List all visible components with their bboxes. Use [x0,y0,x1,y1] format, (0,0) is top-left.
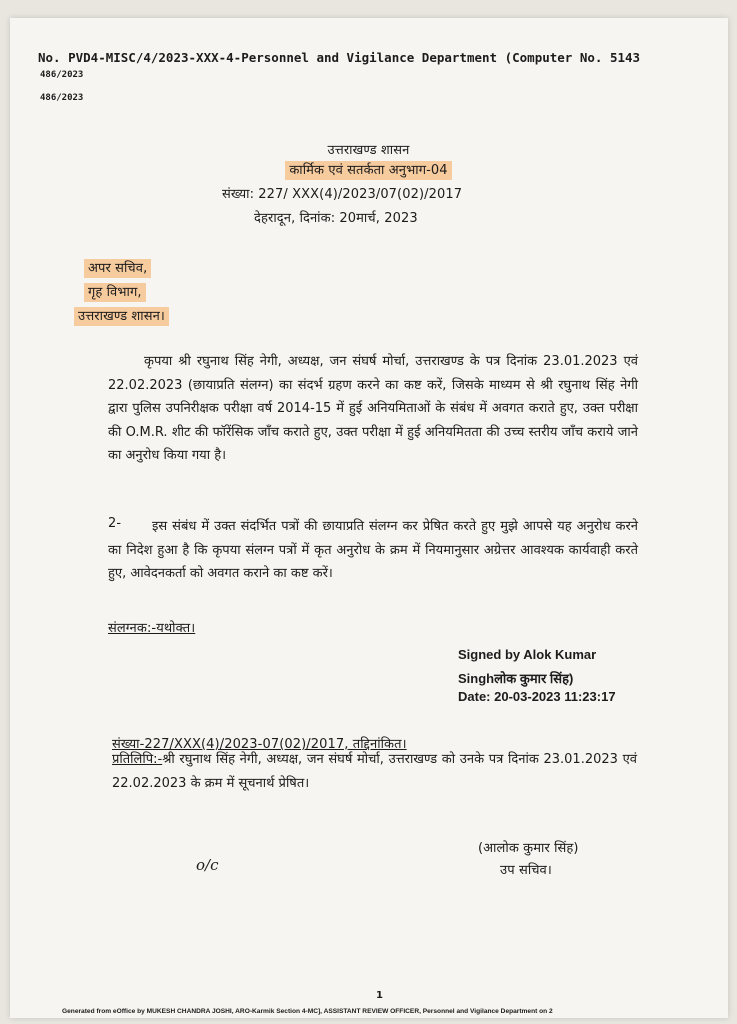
section-title: कार्मिक एवं सतर्कता अनुभाग-04 [0,160,737,178]
letter-number: संख्या: 227/ XXX(4)/2023/07(02)/2017 [222,187,463,202]
copy-number: संख्या-227/XXX(4)/2023-07(02)/2017, तद्दिनांकित। [112,737,407,752]
body-paragraph-1: कृपया श्री रघुनाथ सिंह नेगी, अध्यक्ष, जन संघर्ष मोर्चा, उत्तराखण्ड के पत्र दिनांक 23.01.2023 एवं 22.02.2023 (छायाप्रति संलग्न) का संदर्भ ग्रहण करने का कष्ट करें, जिसके माध्यम से श्री रघुनाथ सिंह नेगी द्वारा पुलिस उपनिरीक्षक परीक्षा वर्ष 2014-15 में हुई अनियमिताओं के संबंध में अवगत कराते हुए, उक्त परीक्षा की O.M.R. शीट की फॉरेंसिक जाँच कराते हुए, उक्त परीक्षा में हुई अनियमितता की उच्च स्तरीय जाँच कराये जाने का अनुरोध किया गया है। [108,354,638,463]
side-note: 486/2023 [40,70,84,80]
copy-paragraph [112,748,637,795]
side-note: 486/2023 [40,93,84,103]
para-number: 2- [108,516,122,531]
copy-label: प्रतिलिपि:- [112,752,163,767]
government-title: उत्तराखण्ड शासन [327,143,410,158]
digital-signature-line: Signed by Alok Kumar [458,647,597,662]
signatory-designation: उप सचिव। [500,863,552,878]
addressee-line: अपर सचिव, [84,258,151,276]
eoffice-footer: Generated from eOffice by MUKESH CHANDRA JOSHI, ARO-Karmik Section 4-MC], ASSISTANT REVIEW OFFICER, Personnel and Vigilance Department on 2 [62,1008,553,1015]
signatory-name: (आलोक कुमार सिंह) [478,841,579,856]
handwritten-note: o/c [196,856,219,874]
addressee-line: गृह विभाग, [84,282,146,300]
digital-signature-line: Singhलोक कुमार सिंह) [458,671,574,686]
file-reference: No. PVD4-MISC/4/2023-XXX-4-Personnel and Vigilance Department (Computer No. 5143 [38,50,641,65]
body-paragraph-2: इस संबंध में उक्त संदर्भित पत्रों की छायाप्रति संलग्न कर प्रेषित करते हुए मुझे आपसे यह अनुरोध करने का निदेश हुआ है कि कृपया संलग्न पत्रों में कृत अनुरोध के क्रम में नियमानुसार अग्रेत्तर आवश्यक कार्यवाही करते हुए, आवेदनकर्ता को अवगत कराने का कष्ट करें। [108,519,638,581]
copy-text: श्री रघुनाथ सिंह नेगी, अध्यक्ष, जन संघर्ष मोर्चा, उत्तराखण्ड को उनके पत्र दिनांक 23.01.2023 एवं 22.02.2023 के क्रम में सूचनार्थ प्रेषित। [112,752,637,791]
digital-signature-date: Date: 20-03-2023 11:23:17 [458,689,616,704]
addressee-line: उत्तराखण्ड शासन। [74,306,169,324]
enclosure-note: संलग्नक:-यथोक्त। [108,621,196,636]
page-number: 1 [376,990,383,1001]
place-date: देहरादून, दिनांक: 20मार्च, 2023 [254,211,418,226]
